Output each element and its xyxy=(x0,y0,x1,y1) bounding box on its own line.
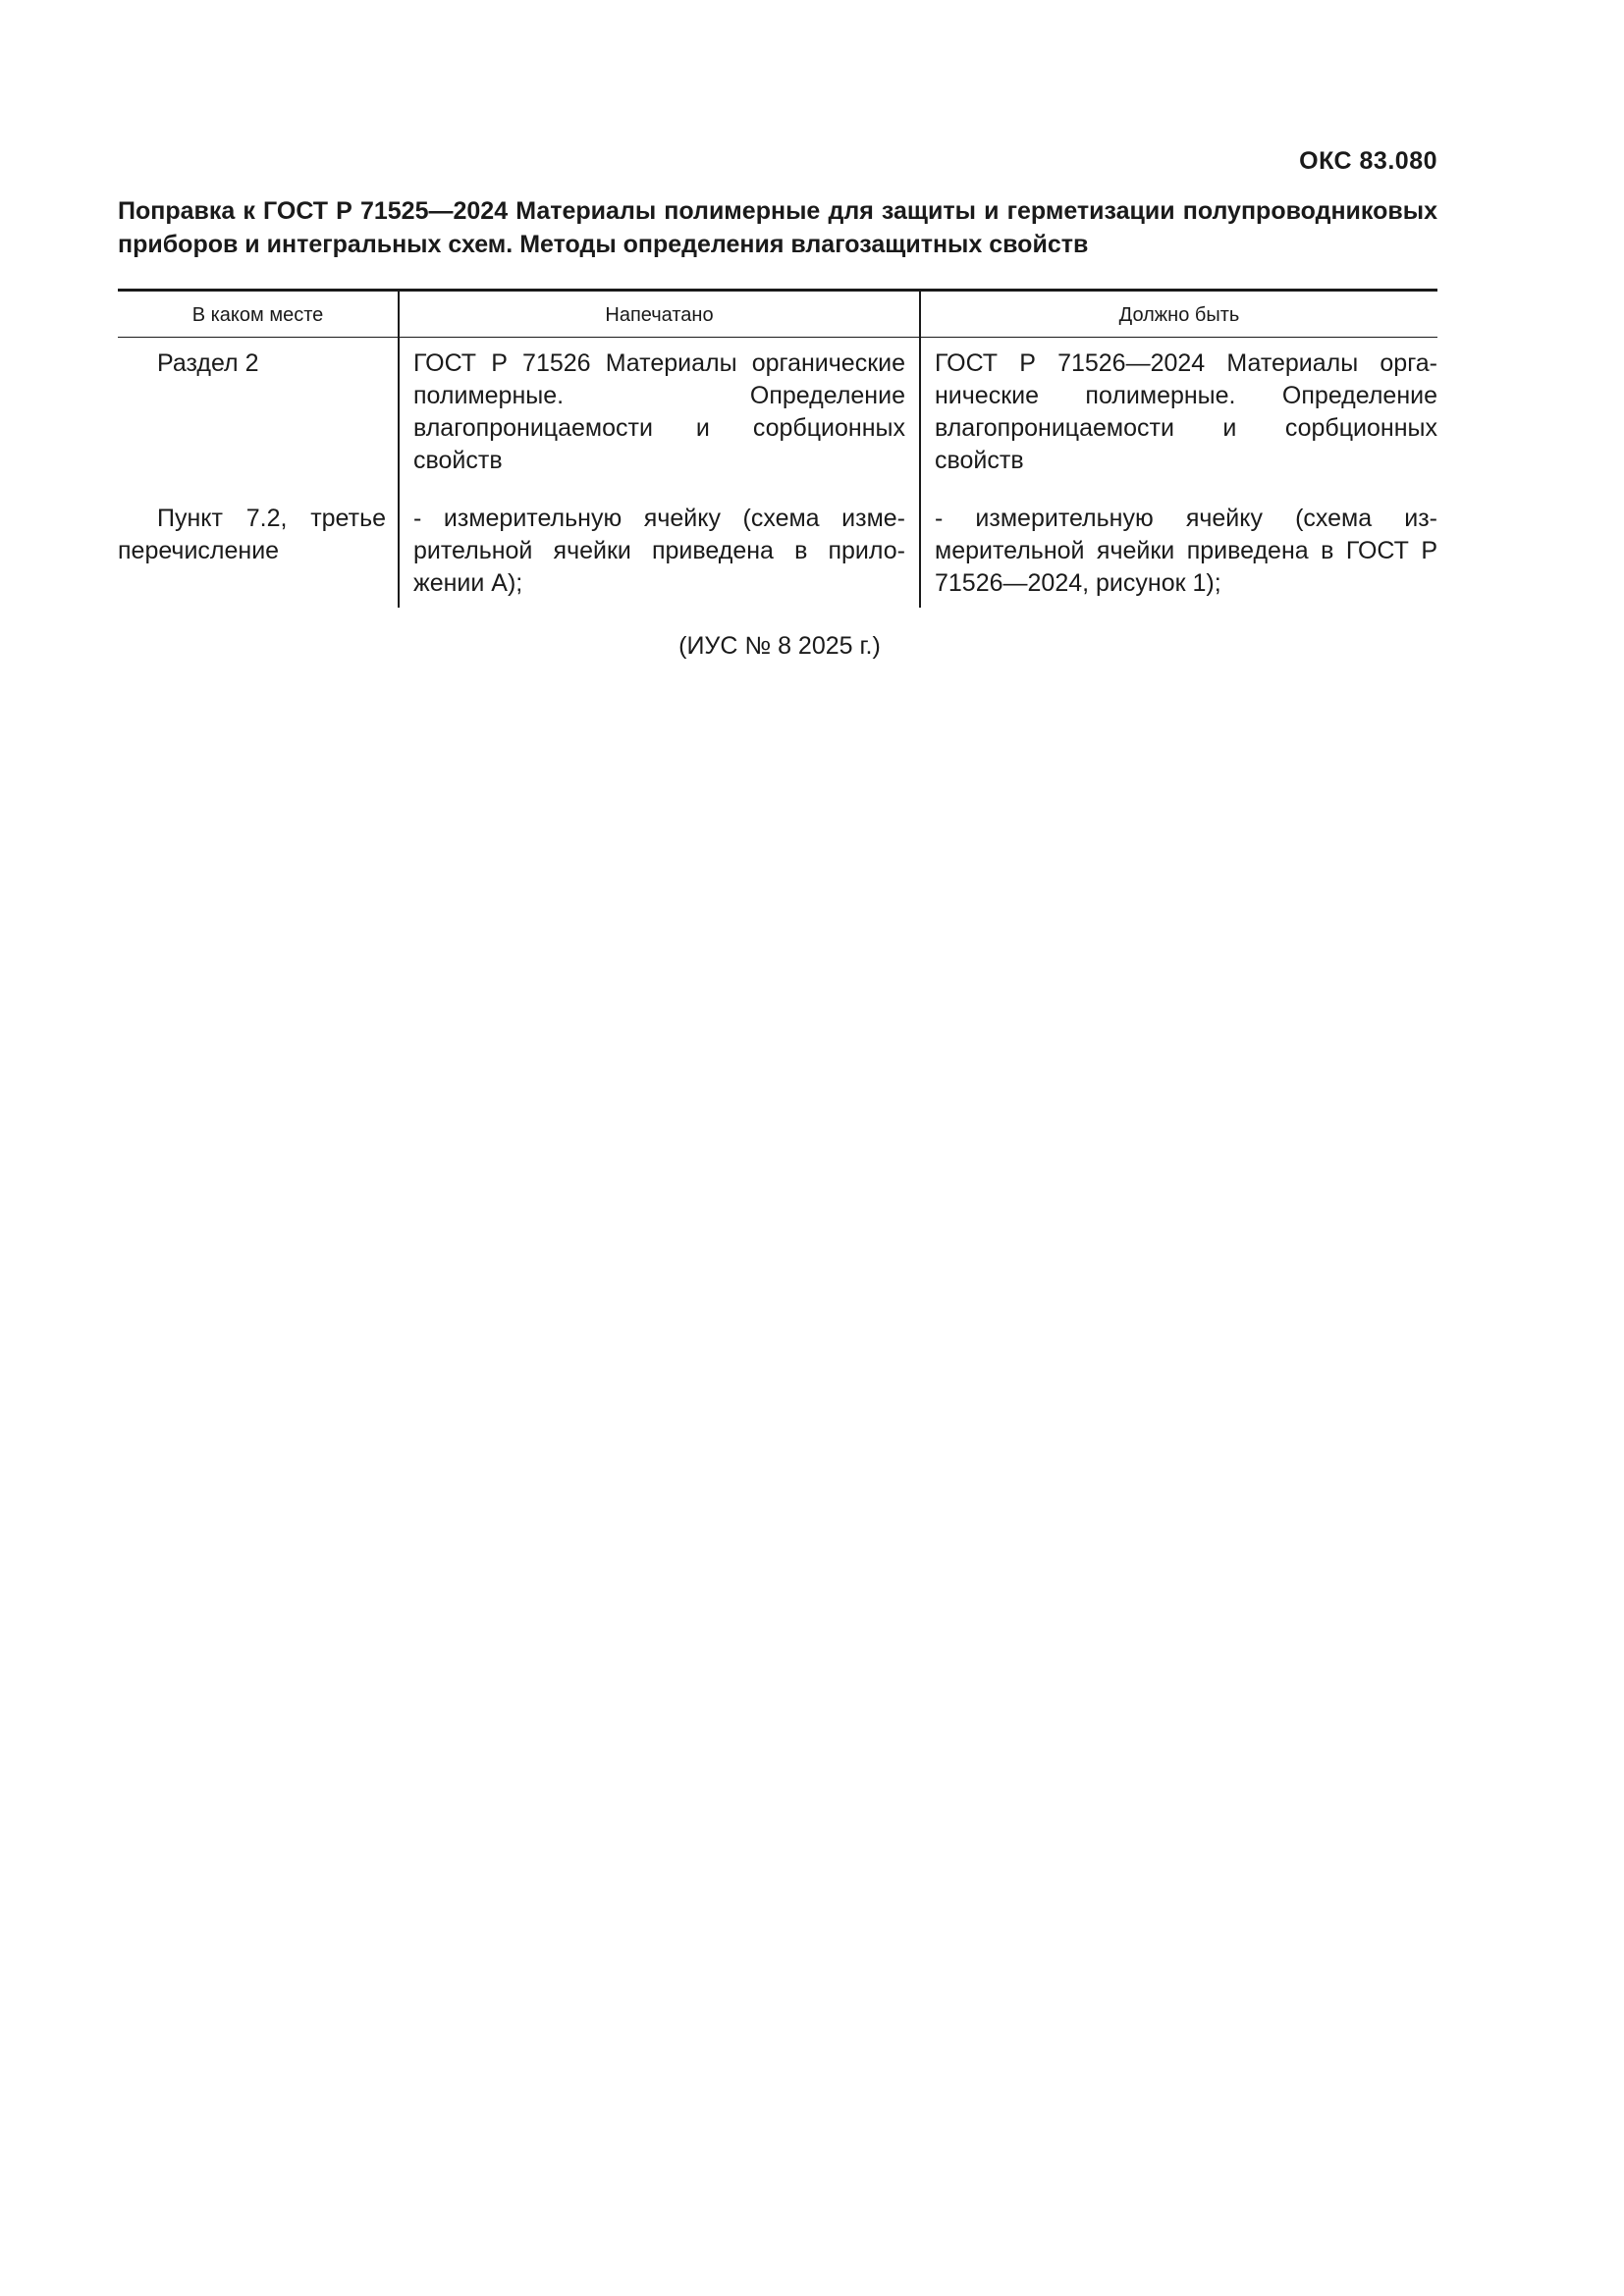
corrections-table xyxy=(118,289,1437,608)
cell-printed: ГОСТ Р 71526 Материалы органические полимерные. Определение влагопроницаемости и сорбционных свойств xyxy=(398,338,919,493)
cell-should-be: - измерительную ячейку (схема измерительной ячейки приведена в ГОСТ Р 71526—2024, рисунок 1); xyxy=(919,493,1437,608)
cell-place-text: Раздел 2 xyxy=(157,349,259,377)
table-row xyxy=(118,493,1437,608)
oks-code: ОКС 83.080 xyxy=(1299,147,1437,175)
column-header-printed: Напечатано xyxy=(398,292,919,337)
cell-place-text: Пункт 7.2, третье перечисление xyxy=(118,505,386,564)
table-header-row xyxy=(118,292,1437,338)
cell-place xyxy=(118,493,398,608)
cell-printed: - измерительную ячейку (схема измерительной ячейки приведена в приложении А); xyxy=(398,493,919,608)
table-row xyxy=(118,338,1437,493)
column-header-should-be: Должно быть xyxy=(919,292,1437,337)
document-title: Поправка к ГОСТ Р 71525—2024 Материалы полимерные для защиты и герметизации полупроводниковых приборов и интегральных схем. Методы определения влагозащитных свойств xyxy=(118,197,1437,258)
ius-reference: (ИУС № 8 2025 г.) xyxy=(678,632,881,660)
cell-should-be: ГОСТ Р 71526—2024 Материалы органические полимерные. Определение влагопроницаемости и сорбционных свойств xyxy=(919,338,1437,493)
cell-place xyxy=(118,338,398,493)
column-header-place: В каком месте xyxy=(191,304,324,326)
